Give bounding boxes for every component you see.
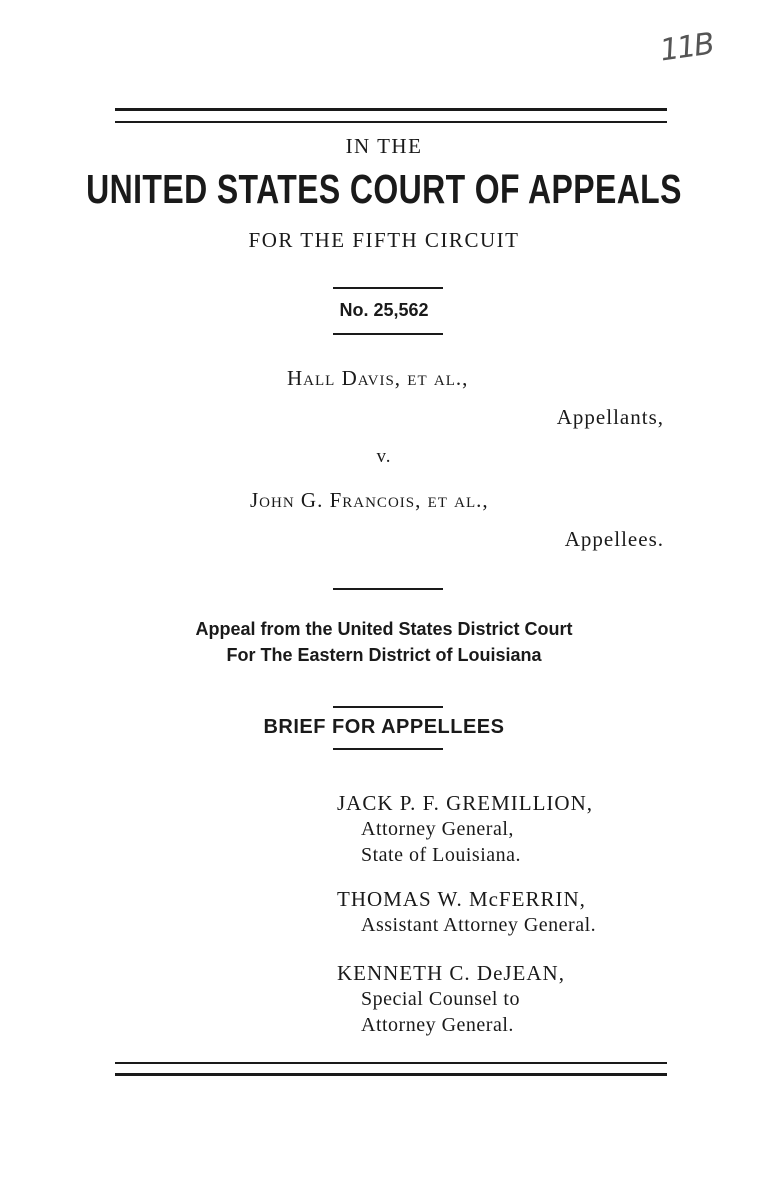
- appellee-role: Appellees.: [564, 527, 664, 551]
- counsel-title-line: Special Counsel to: [361, 988, 520, 1010]
- bottom-rule-thin: [115, 1062, 667, 1064]
- counsel-title-line: Attorney General,: [361, 818, 514, 840]
- in-the-text: IN THE: [345, 134, 423, 158]
- versus-text: v.: [376, 446, 392, 467]
- counsel-name: KENNETH C. DeJEAN,: [337, 961, 565, 985]
- top-rule-thick: [115, 108, 667, 111]
- court-title: UNITED STATES COURT OF APPEALS: [86, 166, 682, 212]
- appeal-line-2: For The Eastern District of Louisiana: [226, 645, 542, 665]
- counsel-block-3: [337, 960, 565, 1038]
- counsel-title-line: Attorney General.: [361, 1014, 514, 1036]
- counsel-block-2: [337, 886, 596, 938]
- appeal-line-1: Appeal from the United States District Court: [195, 619, 573, 639]
- appeal-rule: [333, 588, 443, 590]
- counsel-name: JACK P. F. GREMILLION,: [337, 791, 594, 815]
- circuit-text: FOR THE FIFTH CIRCUIT: [248, 228, 520, 252]
- counsel-title-line: Assistant Attorney General.: [361, 914, 597, 936]
- appellant-name: Hall Davis, et al.,: [287, 366, 469, 390]
- counsel-title-line: State of Louisiana.: [361, 844, 522, 866]
- case-number-rule-top: [333, 287, 443, 289]
- brief-rule-top: [333, 706, 443, 708]
- top-rule-thin: [115, 121, 667, 123]
- counsel-block-1: [337, 790, 593, 868]
- bottom-rule-thick: [115, 1073, 667, 1076]
- appellant-role: Appellants,: [556, 405, 664, 429]
- case-number-rule-bottom: [333, 333, 443, 335]
- handwritten-page-mark: 11B: [657, 26, 715, 69]
- case-number: No. 25,562: [339, 300, 429, 320]
- brief-title: BRIEF FOR APPELLEES: [263, 716, 505, 738]
- appellee-name: John G. Francois, et al.,: [250, 488, 489, 512]
- counsel-name: THOMAS W. McFERRIN,: [337, 887, 586, 911]
- brief-rule-bottom: [333, 748, 443, 750]
